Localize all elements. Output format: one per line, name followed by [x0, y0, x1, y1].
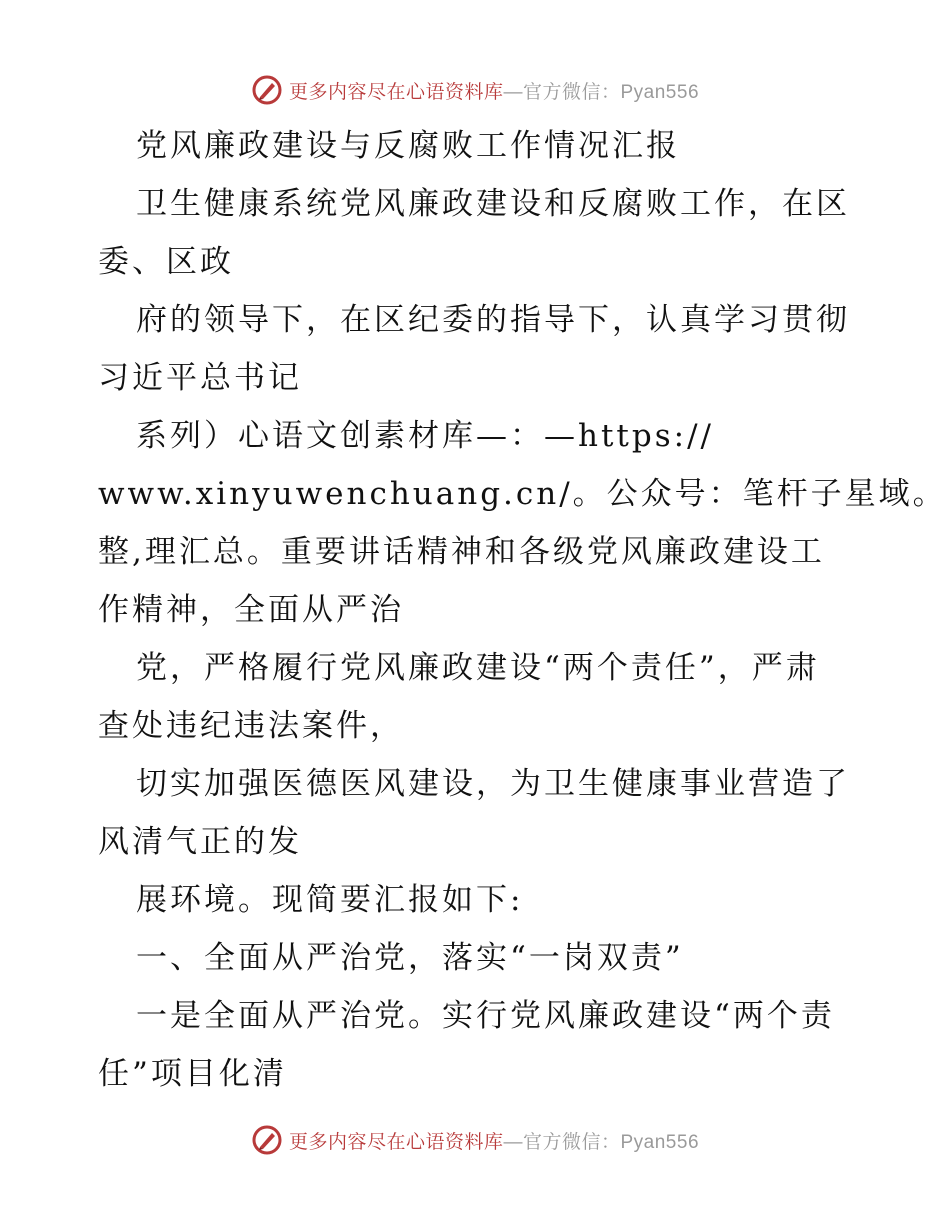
footer-banner-wechat: —官方微信：Pyan556	[503, 1131, 700, 1153]
header-banner	[0, 70, 950, 110]
paragraph-line: 整,理汇总。重要讲话精神和各级党风廉政建设工	[98, 534, 825, 570]
paragraph-line: 卫生健康系统党风廉政建设和反腐败工作，在区	[136, 186, 850, 222]
header-banner-title: 更多内容尽在心语资料库	[288, 81, 504, 103]
footer-banner	[0, 1120, 950, 1160]
pen-logo-icon	[251, 74, 283, 106]
document-body	[98, 117, 947, 1103]
header-banner-text	[289, 77, 699, 104]
paragraph-line: 府的领导下，在区纪委的指导下，认真学习贯彻	[136, 302, 850, 338]
paragraph-line: 系列）心语文创素材库—：—https://	[136, 418, 714, 454]
paragraph-line: 一是全面从严治党。实行党风廉政建设“两个责	[136, 998, 835, 1034]
paragraph-line: 任”项目化清	[98, 1056, 287, 1092]
footer-banner-title: 更多内容尽在心语资料库	[288, 1131, 504, 1153]
paragraph-line: 委、区政	[98, 244, 234, 280]
header-banner-content	[251, 74, 699, 106]
paragraph-line: 查处违纪违法案件，	[98, 708, 404, 744]
paragraph-line: 党，严格履行党风廉政建设“两个责任”，严肃	[136, 650, 820, 686]
footer-banner-text	[289, 1127, 699, 1154]
document-title: 党风廉政建设与反腐败工作情况汇报	[136, 128, 680, 164]
paragraph-line: 风清气正的发	[98, 824, 302, 860]
paragraph-line: www.xinyuwenchuang.cn/。公众号：笔杆子星域。	[98, 476, 947, 512]
paragraph-line: 展环境。现简要汇报如下:	[136, 882, 524, 918]
paragraph-line: 作精神，全面从严治	[98, 592, 404, 628]
paragraph-line: 习近平总书记	[98, 360, 302, 396]
paragraph-line: 切实加强医德医风建设，为卫生健康事业营造了	[136, 766, 850, 802]
footer-banner-content	[251, 1124, 699, 1156]
pen-logo-icon	[251, 1124, 283, 1156]
header-banner-wechat: —官方微信：Pyan556	[503, 81, 700, 103]
section-heading: 一、全面从严治党，落实“一岗双责”	[136, 940, 684, 976]
